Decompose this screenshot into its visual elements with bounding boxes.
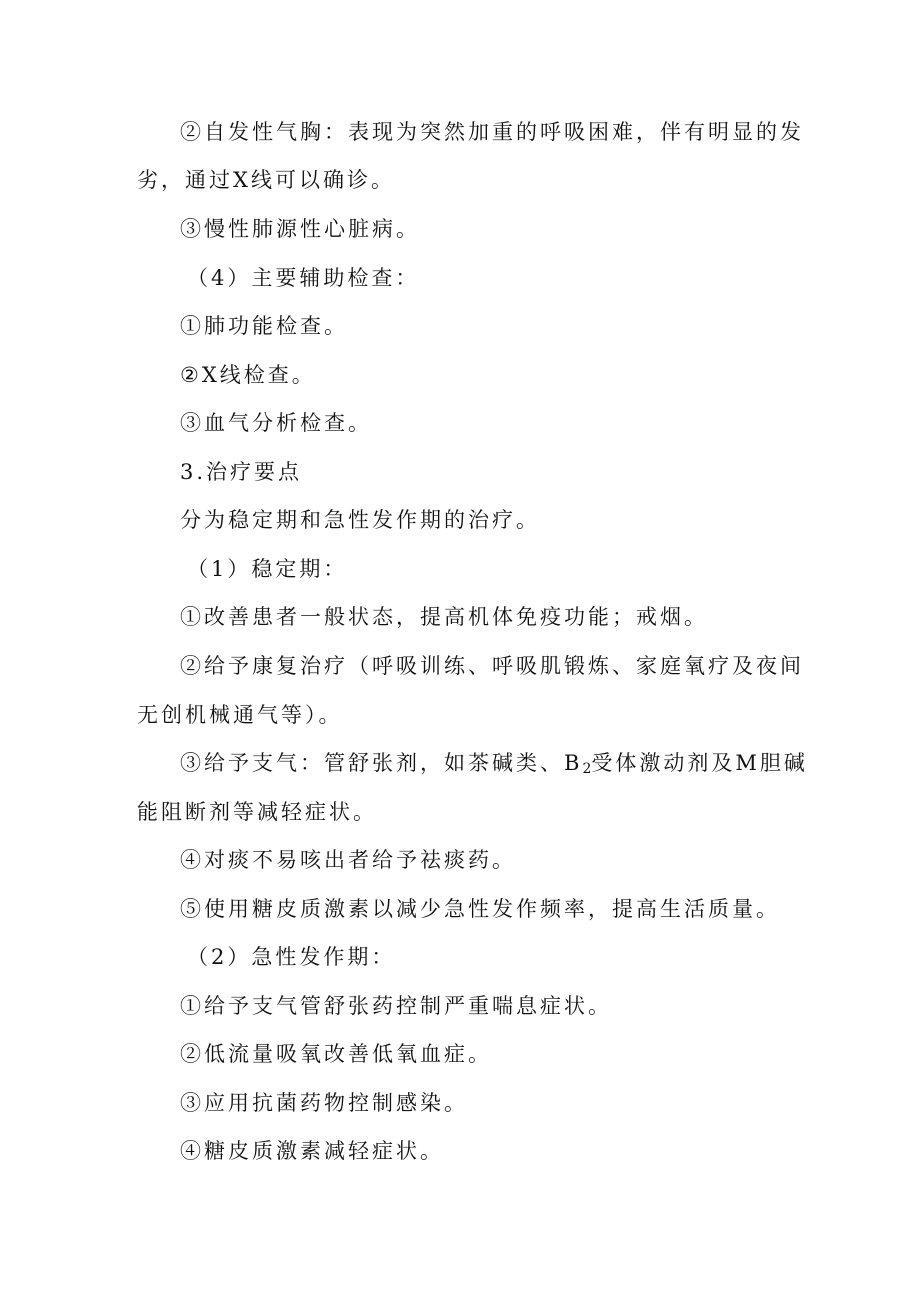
section-heading: （1）稳定期： xyxy=(187,557,348,581)
paragraph-line: ①改善患者一般状态，提高机体免疫功能；戒烟。 xyxy=(180,605,708,629)
section-heading: 3.治疗要点 xyxy=(180,460,303,484)
paragraph-line: 能阻断剂等减轻症状。 xyxy=(137,800,377,824)
paragraph-line: 分为稳定期和急性发作期的治疗。 xyxy=(180,508,540,532)
paragraph-line: ③血气分析检查。 xyxy=(180,411,372,435)
text-segment: ③给予支气：管舒张剂，如茶碱类、B xyxy=(180,751,583,775)
paragraph-line: ①给予支气管舒张药控制严重喘息症状。 xyxy=(180,994,612,1018)
paragraph-line: 无创机械通气等）。 xyxy=(137,703,343,727)
paragraph-line: ④糖皮质激素减轻症状。 xyxy=(180,1139,444,1163)
text-segment: 受体激动剂及M胆碱 xyxy=(591,751,808,775)
paragraph-line: ①肺功能检查。 xyxy=(180,314,348,338)
paragraph-line: ③应用抗菌药物控制感染。 xyxy=(180,1091,468,1115)
section-heading: （2）急性发作期： xyxy=(187,945,396,969)
paragraph-line: ②X线检查。 xyxy=(180,363,316,387)
paragraph-line: ③慢性肺源性心脏病。 xyxy=(180,217,420,241)
subscript: 2 xyxy=(582,761,592,777)
paragraph-line: ④对痰不易咳出者给予祛痰药。 xyxy=(180,848,516,872)
section-heading: （4）主要辅助检查： xyxy=(187,266,420,290)
paragraph-line: ②低流量吸氧改善低氧血症。 xyxy=(180,1042,492,1066)
paragraph-line: ②给予康复治疗（呼吸训练、呼吸肌锻炼、家庭氧疗及夜间 xyxy=(180,654,804,678)
paragraph-line: ⑤使用糖皮质激素以减少急性发作频率，提高生活质量。 xyxy=(180,897,780,921)
paragraph-line: ②自发性气胸：表现为突然加重的呼吸困难，伴有明显的发 xyxy=(180,120,804,144)
paragraph-line: 劣，通过X线可以确诊。 xyxy=(137,168,395,192)
paragraph-line xyxy=(180,753,808,776)
